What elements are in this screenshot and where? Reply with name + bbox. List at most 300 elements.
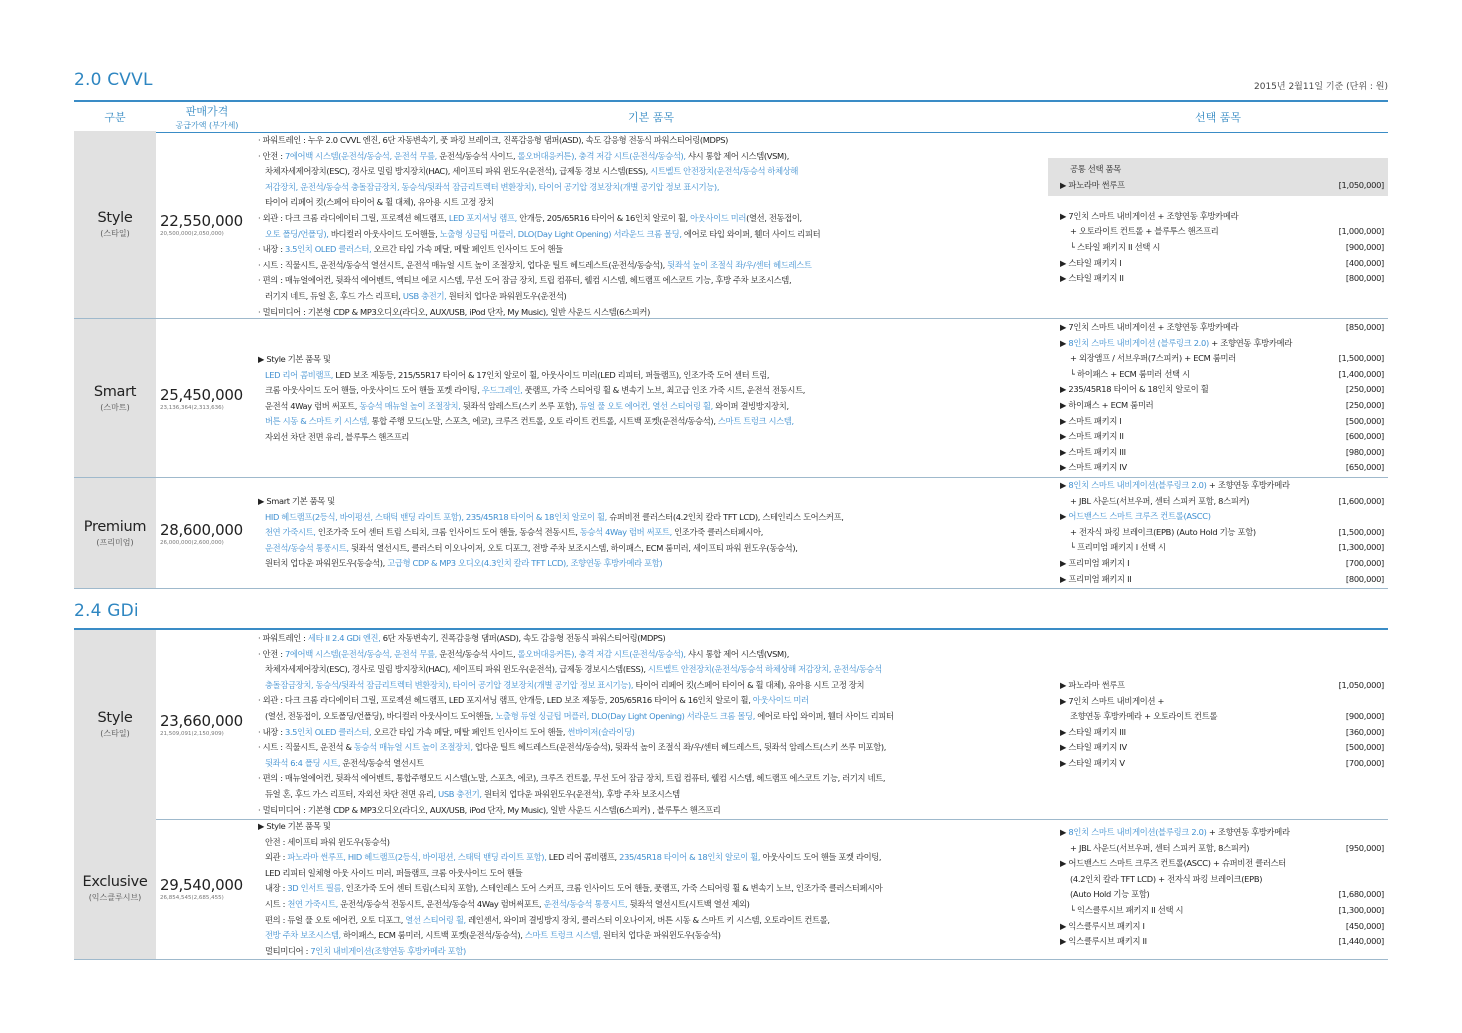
basic-item-text: 인조가죽 클러스터페시아, [671, 527, 764, 538]
basic-item-text: 6단 자동변속기, 진폭감응형 댐퍼(ASD), 속도 감응형 전동식 파워스티어링(MDPS) [380, 633, 666, 643]
option-item-text: + JBL 사운드(서브우퍼, 센터 스피커 포함, 8스피커) [1070, 495, 1250, 506]
option-item-text: ▶ 스타일 패키지 I [1060, 257, 1122, 268]
basic-item-line [258, 399, 1028, 415]
option-item-price: [1,050,000] [1338, 179, 1384, 190]
option-item-text: + 전자식 파킹 브레이크(EPB) (Auto Hold 기능 포함) [1070, 526, 1256, 537]
option-item-price: [1,440,000] [1338, 936, 1384, 947]
basic-item-highlight: 3.5인치 OLED 클러스터, [284, 726, 372, 737]
basic-item-text: 안전 : 세이프티 파워 윈도우(동승석) [265, 836, 390, 847]
basic-item-text: 레인센서, 와이퍼 결빙방지 장치, 클러스터 이오나이저, 버튼 시동 & 스마트 키 시스템, 오토라이트 컨트롤, [465, 914, 830, 925]
basic-item-text: 멀티미디어 : [265, 945, 311, 956]
option-item [1056, 382, 1388, 398]
grade-name: Style [97, 210, 133, 226]
basic-item-text: · 멀티미디어 : 기본형 CDP & MP3오디오(라디오, AUX/USB, iPod 단자, My Music), 일반 사운드 시스템(6스피커) , 블루투스 핸즈프리 [258, 804, 721, 815]
basic-item-highlight: 시트벨트 안전장치(운전석/동승석 하체상해 저감장치, 운전석/동승석 [647, 664, 882, 675]
basic-item-line [258, 944, 1028, 960]
option-item-text [1060, 336, 1292, 352]
option-item [1056, 271, 1388, 287]
option-item [1056, 709, 1388, 725]
option-item-text: ▶ 파노라마 썬루프 [1060, 680, 1125, 690]
basic-item-text: 뒷좌석 열선시트, 클러스터 이오나이저, 오토 디포그, 전방 주차 보조시스템, 하이패스, ECM 룸미러, 세이프티 파워 윈도우(동승석), [348, 542, 798, 553]
section-title-2-4-gdi: 2.4 GDi [74, 601, 139, 621]
option-item [1056, 903, 1388, 919]
basic-item-text: 내장 : [265, 883, 288, 894]
basic-item-text: · 파워트레인 : [258, 633, 308, 643]
basic-item-text: 크롬 아웃사이드 도어 핸들, 아웃사이드 도어 핸들 포켓 라이팅, [265, 385, 482, 396]
basic-item-text: · 내장 : [258, 726, 285, 737]
basic-item-text: · 편의 : 매뉴얼에어컨, 뒷좌석 에어벤트, 통합주행모드 시스템(노말, 스포츠, 에코), 크루즈 컨트롤, 무선 도어 잠금 장치, 트립 컴퓨터, 웰컴 시스템, 헤드램프 에스코트 기능, 러기지 네트, [258, 773, 886, 784]
basic-item-text: ▶ Style 기본 품목 및 [258, 354, 331, 364]
basic-item-highlight: LED 포지셔닝 램프, [448, 212, 517, 223]
basic-item-text: · 외관 : 다크 크롬 라디에이터 그릴, 프로젝션 헤드램프, [258, 212, 449, 223]
option-item-text: ▶ 7인치 스마트 내비게이션 + [1060, 695, 1165, 706]
basic-item-highlight: 동승석 매뉴얼 시트 높이 조절장치, [353, 742, 473, 753]
trim-row-premium [74, 478, 1388, 589]
basic-item-highlight: 노출형 싱글팁 머플러, DLO(Day Light Opening) 서라운드 크롬 몰딩, [439, 228, 682, 239]
option-item-text: + 오토라이트 컨트롤 + 블루투스 핸즈프리 [1070, 226, 1219, 237]
option-item-highlight: 8인치 스마트 내비게이션 (블루링크 2.0) [1068, 337, 1209, 348]
option-item [1056, 494, 1388, 510]
option-item-price: [800,000] [1345, 573, 1384, 584]
option-item-tail: + 조향연동 후방카메라 [1206, 827, 1290, 837]
option-arrow-icon: ▶ [1060, 480, 1069, 490]
option-item-price: [1,050,000] [1338, 680, 1384, 690]
basic-item-text: 안개등, 205/65R16 타이어 & 16인치 알로이 휠, [516, 212, 691, 223]
option-item-text: ▶ 7인치 스마트 내비게이션 + 조향연동 후방카메라 [1060, 322, 1239, 332]
option-item-text: ▶ 스타일 패키지 IV [1060, 742, 1127, 753]
basic-item-text: 인조가죽 도어 센터 트림(스티치 포함), 스테인레스 도어 스커프, 크롬 인사이드 도어 핸들, 풋램프, 가죽 스티어링 휠 & 변속기 노브, 인조가죽 클러스터페시아 [343, 883, 883, 894]
basic-item-line [258, 510, 1028, 526]
basic-item-highlight: 노출형 듀얼 싱글팁 머플러, DLO(Day Light Opening) 서라운드 크롬 몰딩, [495, 710, 755, 721]
option-item-price: [400,000] [1345, 257, 1384, 268]
basic-item-line [258, 556, 1028, 572]
option-item-price: [1,500,000] [1338, 526, 1384, 537]
option-arrow-icon: ▶ [1060, 337, 1069, 348]
option-items [1056, 678, 1388, 772]
basic-item-line [258, 195, 1028, 211]
basic-item-line [258, 881, 1028, 897]
price-cell [160, 630, 254, 819]
basic-item-text: 업다운 틸트 헤드레스트(운전석/동승석), 뒷좌석 높이 조절식 좌/우/센터 헤드레스트, 뒷좌석 암레스트(스키 쓰루 미포함), [472, 742, 887, 753]
price: 22,550,000 [160, 212, 243, 230]
option-items [1056, 825, 1388, 950]
basic-item-highlight: 시트벨트 안전장치(운전석/동승석 하체상해 [650, 166, 799, 177]
trim-row-style-gdi [74, 628, 1388, 820]
option-item [1056, 460, 1388, 476]
basic-item-text: 차체자세제어장치(ESC), 경사로 밀림 방지장치(HAC), 세이프티 파워 윈도우(운전석), 급제동 경보시스템(ESS), [265, 664, 648, 675]
option-item-text: ▶ 익스클루시브 패키지 I [1060, 920, 1145, 931]
basic-item-text: 외관 : [265, 852, 288, 863]
option-item-text [1060, 478, 1290, 494]
price-note: 21,509,091(2,150,909) [160, 731, 224, 737]
option-item [1056, 351, 1388, 367]
basic-item-text: (열선, 전동접이, [746, 212, 802, 223]
basic-item-highlight: 저감장치, 운전석/동승석 충돌잠금장치, 동승석/뒷좌석 잠금리트렉터 변환장치), 타이어 공기압 경보장치(개별 공기압 정보 표시기능), [265, 181, 720, 192]
basic-item-text: 원터치 업다운 파워윈도우(동승석) [600, 930, 721, 941]
basic-item-line [258, 913, 1028, 929]
option-item-price: [1,300,000] [1338, 904, 1384, 915]
basic-items [258, 352, 1028, 446]
option-item-tail: + 조향연동 후방카메라 [1208, 337, 1293, 348]
basic-item-line [258, 866, 1028, 882]
option-item-highlight: 8인치 스마트 내비게이션(블루링크 2.0) [1068, 827, 1207, 837]
basic-item-text: · 멀티미디어 : 기본형 CDP & MP3오디오(라디오, AUX/USB, iPod 단자, My Music), 일반 사운드 시스템(6스피커) [258, 306, 650, 317]
price-note: 26,854,545(2,685,455) [160, 895, 224, 901]
option-item-tail: + 조향연동 후방카메라 [1206, 480, 1290, 490]
option-item-price: [700,000] [1345, 557, 1384, 568]
basic-item-text: (열선, 전동접이, 오토폴딩/언폴딩), 바디컬러 아웃사이드 도어핸들, [265, 710, 496, 721]
basic-item-highlight: 운전석/동승석 통풍시트, [543, 898, 628, 909]
basic-item-highlight: 우드그레인, [481, 385, 523, 396]
grade-cell [74, 478, 156, 588]
header-price [160, 102, 254, 132]
option-item-text: (4.2인치 칼라 TFT LCD) + 전자식 파킹 브레이크(EPB) [1070, 873, 1263, 884]
basic-item-highlight: 7에어백 시스템(운전석/동승석, 운전석 무릎, [284, 150, 437, 161]
option-item-price: [1,300,000] [1338, 542, 1384, 553]
basic-item-text: 시트 : [265, 898, 288, 909]
basic-item-text: 아웃사이드 도어 핸들 포켓 라이팅, [760, 852, 882, 863]
basic-item-line [258, 756, 1028, 772]
basic-item-highlight: USB 충전기, [402, 290, 447, 301]
basic-items [258, 133, 1028, 320]
grade-name-kr: (스타일) [100, 729, 130, 738]
grade-name-kr: (스타일) [100, 229, 130, 238]
option-item-price: [800,000] [1345, 273, 1384, 284]
option-item [1056, 572, 1388, 588]
grade-name: Style [97, 710, 133, 726]
basic-item-text: 와이퍼 결빙방지장치, [712, 400, 789, 411]
option-item [1056, 525, 1388, 541]
option-item-text: ▶ 스마트 패키지 I [1060, 415, 1122, 426]
option-item-price: [850,000] [1345, 322, 1384, 332]
option-item-text: ▶ 어드밴스드 스마트 크루즈 컨트롤(ASCC) + 슈퍼비전 클러스터 [1060, 858, 1287, 869]
basic-item-text: LED 리어 콤비램프, [546, 852, 620, 863]
basic-item-line [258, 662, 1028, 678]
basic-item-text: 러기지 네트, 듀얼 혼, 후드 가스 리프터, [265, 290, 403, 301]
header-grade [74, 102, 156, 132]
grade-cell [74, 319, 156, 477]
price-note: 23,136,364(2,313,636) [160, 404, 224, 411]
option-item [1056, 556, 1388, 572]
basic-item-highlight: 천연 가죽시트, [287, 898, 338, 909]
basic-item-text: 오르간 타입 가속 페달, 메탈 페인트 인사이드 도어 핸들, [371, 726, 568, 737]
basic-item-text: 타이어 리페어 킷(스페어 타이어 & 휠 대체), 유아용 시트 고정 장치 [265, 197, 494, 208]
price-note: 20,500,000(2,050,000) [160, 231, 224, 237]
option-item-text: ▶ 235/45R18 타이어 & 18인치 알로이 휠 [1060, 384, 1209, 395]
option-item [1056, 240, 1388, 256]
option-item [1056, 740, 1388, 756]
option-item-price: [980,000] [1345, 446, 1384, 457]
basic-item-text: 운전석/동승석 사이드, [436, 648, 518, 659]
basic-item-line [258, 525, 1028, 541]
option-item-text: ▶ 파노라마 썬루프 [1060, 179, 1125, 190]
option-item-price: [650,000] [1345, 462, 1384, 473]
basic-item-line [258, 850, 1028, 866]
basic-item-text: 운전석 4Way 럼버 써포트, [265, 400, 360, 411]
option-item [1056, 178, 1388, 194]
price: 29,540,000 [160, 876, 243, 894]
option-item-text: ▶ 스타일 패키지 II [1060, 273, 1124, 284]
basic-item-text: 샤시 통합 제어 시스템(VSM), [685, 150, 789, 161]
option-item-price: [900,000] [1345, 711, 1384, 722]
basic-item-text: 하이패스, ECM 룸미러, 시트백 포켓(운전석/동승석), [340, 930, 525, 941]
basic-item-text: 타이어 리페어 킷(스페어 타이어 & 휠 대체), 유아용 시트 고정 장치 [633, 679, 865, 690]
option-item [1056, 209, 1388, 225]
grade-name: Premium [83, 518, 147, 535]
basic-item-highlight: 뒷좌석 6:4 폴딩 시트, [265, 757, 341, 768]
basic-item-text: 바디컬러 아웃사이드 도어핸들, [328, 228, 440, 239]
option-item-price: [1,400,000] [1338, 368, 1384, 379]
basic-item-highlight: 스마트 트렁크 시스템, [524, 930, 601, 941]
grade-cell [74, 630, 156, 819]
option-item-text: └ 프리미엄 패키지 I 선택 시 [1070, 542, 1166, 553]
basic-item-text: LED 리피터 일체형 아웃 사이드 미러, 퍼들램프, 크롬 아웃사이드 도어 핸들 [265, 867, 523, 878]
basic-item-highlight: 스마트 트렁크 시스템, [717, 416, 794, 427]
header-price-label: 판매가격 [185, 105, 229, 118]
basic-item-highlight: 충돌잠금장치, 동승석/뒷좌석 잠금리트렉터 변환장치), 타이어 공기압 경보장치(개별 공기압 정보 표시기능), [265, 679, 634, 690]
option-item [1056, 678, 1388, 694]
option-item-text: + JBL 사운드(서브우퍼, 센터 스피커 포함, 8스피커) [1070, 842, 1250, 853]
basic-item-highlight: USB 충전기, [438, 788, 482, 799]
basic-item-text: 샤시 통합 제어 시스템(VSM), [685, 648, 789, 659]
basic-item-text: · 외관 : 다크 크롬 라디에이터 그릴, 프로젝션 헤드램프, LED 포지셔닝 램프, 안개등, LED 보조 제동등, 205/65R16 타이어 & 16인치 알로이 휠, [258, 695, 753, 706]
option-item-text: ▶ 익스클루시브 패키지 II [1060, 936, 1147, 947]
option-item-text: ▶ 프리미엄 패키지 I [1060, 557, 1130, 568]
option-item [1056, 478, 1388, 494]
option-item-price: [1,600,000] [1338, 495, 1384, 506]
basic-item-line [258, 928, 1028, 944]
basic-item-line [258, 211, 1028, 227]
basic-items [258, 631, 1028, 818]
basic-item-line [258, 541, 1028, 557]
option-item-highlight: 어드밴스드 스마트 크루즈 컨트롤(ASCC) [1068, 511, 1211, 522]
basic-item-text: 슈퍼비전 클러스터(4.2인치 칼라 TFT LCD), 스테인리스 도어스커프, [606, 511, 844, 522]
option-item-price: [250,000] [1345, 399, 1384, 410]
grade-cell [74, 818, 156, 959]
basic-item-highlight: 동승석 매뉴얼 높이 조절장치, [359, 400, 461, 411]
option-item [1056, 887, 1388, 903]
basic-item-highlight: 천연 가죽시트, [265, 527, 316, 538]
basic-item-text: ▶ Style 기본 품목 및 [258, 821, 331, 831]
header-option-label: 선택 품목 [1194, 111, 1241, 124]
price: 25,450,000 [160, 385, 243, 404]
option-item-text: 조향연동 후방카메라 + 오토라이트 컨트롤 [1070, 711, 1218, 722]
basic-item-text: 차체자세제어장치(ESC), 경사로 밀림 방지장치(HAC), 세이프티 파워 윈도우(운전석), 급제동 경보 시스템(ESS), [265, 166, 651, 177]
option-item-text: (Auto Hold 기능 포함) [1070, 889, 1150, 900]
option-item-text: ▶ 스마트 패키지 II [1060, 431, 1124, 442]
option-items [1056, 162, 1388, 287]
grade-name-kr: (스마트) [100, 402, 130, 412]
option-item-price: [250,000] [1345, 384, 1384, 395]
option-item-text: ▶ 스마트 패키지 III [1060, 446, 1126, 457]
basic-item-text: · 시트 : 직물시트, 운전석 & [258, 742, 354, 753]
basic-item-text: 풋램프, 가죽 스티어링 휠 & 변속기 노브, 최고급 인조 가죽 시트, 운전석 전동시트, [522, 385, 806, 396]
grade-name: Smart [93, 383, 137, 400]
basic-item-highlight: 버튼 시동 & 스마트 키 시스템, [265, 416, 370, 427]
basic-item-text: 원터치 업다운 파워윈도우(동승석), [265, 558, 388, 569]
option-item [1056, 224, 1388, 240]
option-item-price: [700,000] [1345, 757, 1384, 768]
basic-item-highlight: 운전석/동승석 통풍시트, [265, 542, 349, 553]
basic-item-text: 운전석/동승석 사이드, [436, 150, 518, 161]
basic-item-line [258, 273, 1028, 289]
option-item [1056, 320, 1388, 336]
option-item [1056, 825, 1388, 841]
basic-item-text: ▶ Smart 기본 품목 및 [258, 496, 335, 506]
basic-item-highlight: 썬바이저(슬라이딩) [567, 726, 635, 737]
option-item [1056, 919, 1388, 935]
option-item-text: ▶ 7인치 스마트 내비게이션 + 조향연동 후방카메라 [1060, 210, 1239, 221]
option-item-price: [1,000,000] [1338, 226, 1384, 237]
option-item [1056, 367, 1388, 383]
header-basic [258, 102, 1044, 132]
basic-item-line [258, 289, 1028, 305]
basic-item-text: 원터치 업다운 파워윈도우(운전석) [446, 290, 567, 301]
basic-item-text: LED 보조 제동등, 215/55R17 타이어 & 17인치 알로이 휠, 아웃사이드 미러(LED 리피터, 퍼들램프), 인조가죽 도어 센터 트림, [333, 369, 770, 380]
option-item-highlight: 8인치 스마트 내비게이션(블루링크 2.0) [1068, 480, 1207, 490]
basic-item-text: 에어로 타입 와이퍼, 휀더 사이드 리피터 [681, 228, 821, 239]
basic-item-text: 통합 주행 모드(노말, 스포츠, 에코), 크루즈 컨트롤, 오토 라이트 컨트롤, 시트백 포켓(운전석/동승석), [369, 416, 718, 427]
option-item [1056, 540, 1388, 556]
basic-item-highlight: 아웃사이드 미러 [752, 695, 809, 706]
price-cell [160, 131, 254, 318]
option-item [1056, 193, 1388, 209]
basic-item-highlight: 롤오버대응커튼), 충격 저감 시트(운전석/동승석), [517, 150, 686, 161]
basic-item-text: · 안전 : [258, 648, 285, 659]
price-cell [160, 818, 254, 959]
basic-item-line [258, 803, 1028, 819]
basic-item-highlight: 롤오버대응커튼), 충격 저감 시트(운전석/동승석), [517, 648, 686, 659]
option-item-text: ▶ 스타일 패키지 V [1060, 757, 1125, 768]
basic-item-highlight: 고급형 CDP & MP3 오디오(4.3인치 칼라 TFT LCD), 조향연동 후방카메라 포함) [387, 558, 663, 569]
price-note: 26,000,000(2,600,000) [160, 539, 224, 546]
basic-item-line [258, 414, 1028, 430]
option-item-price: [600,000] [1345, 431, 1384, 442]
option-item-price: [360,000] [1345, 726, 1384, 737]
basic-item-text: 인조가죽 도어 센터 트림 스티치, 크롬 인사이드 도어 핸들, 동승석 전동시트, [315, 527, 580, 538]
basic-item-text: 자외선 차단 전면 유리, 블루투스 핸즈프리 [265, 431, 410, 442]
basic-item-highlight: 오토 폴딩/언폴딩), [265, 228, 329, 239]
basic-item-line [258, 494, 1028, 510]
basic-item-highlight: HID 헤드램프(2등식, 바이펑션, 스태틱 밴딩 라이트 포함), 235/45R18 타이어 & 18인치 알로이 휠, [265, 511, 607, 522]
basic-item-line [258, 352, 1028, 368]
basic-item-highlight: 열선 스티어링 휠, [405, 914, 466, 925]
option-item [1056, 398, 1388, 414]
option-item-price: [500,000] [1345, 742, 1384, 753]
basic-item-line [258, 149, 1028, 165]
basic-item-text: · 내장 : [258, 244, 285, 255]
basic-item-line [258, 819, 1028, 835]
option-item [1056, 725, 1388, 741]
basic-item-line [258, 383, 1028, 399]
option-item [1056, 429, 1388, 445]
option-item [1056, 336, 1388, 352]
header-basic-label: 기본 품목 [627, 111, 674, 124]
price-cell [160, 478, 254, 588]
basic-item-highlight: LED 리어 콤비램프, [265, 369, 334, 380]
option-arrow-icon: ▶ [1060, 511, 1069, 522]
basic-item-highlight: 세타 II 2.4 GDi 엔진, [307, 633, 381, 643]
option-item [1056, 256, 1388, 272]
basic-item-text: 편의 : 듀얼 풀 오토 에어컨, 오토 디포그, [265, 914, 406, 925]
basic-item-text: · 편의 : 매뉴얼에어컨, 뒷좌석 에어벤트, 엑티브 에코 시스템, 무선 도어 잠금 장치, 트립 컴퓨터, 웰컴 시스템, 헤드램프 에스코트 기능, 후방 주차 보조시스템, [258, 275, 792, 286]
option-item [1056, 841, 1388, 857]
basic-item-line [258, 740, 1028, 756]
basic-item-line [258, 787, 1028, 803]
basic-item-text: 뒷좌석 암레스트(스키 쓰루 포함), [460, 400, 580, 411]
basic-item-line [258, 631, 1028, 647]
option-item [1056, 414, 1388, 430]
trim-row-exclusive [74, 818, 1388, 960]
option-item-text: + 외장앰프 / 서브우퍼(7스피커) + ECM 룸미러 [1070, 353, 1236, 364]
header-grade-label: 구분 [104, 111, 126, 124]
basic-item-line [258, 164, 1028, 180]
option-item-text: └ 스타일 패키지 II 선택 시 [1070, 241, 1161, 252]
option-item-price: [450,000] [1345, 920, 1384, 931]
option-item-text: └ 하이패스 + ECM 룸미러 선택 시 [1070, 368, 1190, 379]
option-item-text: 공통 선택 품목 [1070, 164, 1121, 174]
header-price-sublabel: 공급가액 (부가세) [175, 121, 239, 130]
grade-name-kr: (프리미엄) [96, 537, 134, 547]
option-item [1056, 756, 1388, 772]
option-item-text: ▶ 스타일 패키지 III [1060, 726, 1126, 737]
option-item-text: ▶ 하이패스 + ECM 룸미러 [1060, 399, 1154, 410]
option-item [1056, 872, 1388, 888]
option-item [1056, 856, 1388, 872]
basic-item-line [258, 725, 1028, 741]
basic-item-highlight: 235/45R18 타이어 & 18인치 알로이 휠, [619, 852, 761, 863]
grade-cell [74, 131, 156, 318]
basic-item-highlight: 파노라마 썬루프, HID 헤드램프(2등식, 바이펑션, 스태틱 밴딩 라이트 포함), [287, 852, 547, 863]
trim-row-smart [74, 319, 1388, 478]
date-note: 2015년 2월11일 기준 (단위 : 원) [1254, 82, 1388, 92]
basic-item-line [258, 305, 1028, 321]
trim-row-style-cvvl [74, 131, 1388, 319]
option-item-text: ▶ 프리미엄 패키지 II [1060, 573, 1132, 584]
basic-item-line [258, 678, 1028, 694]
basic-item-line [258, 647, 1028, 663]
option-item-text: └ 익스클루시브 패키지 II 선택 시 [1070, 904, 1184, 915]
option-item-price: [1,500,000] [1338, 353, 1384, 364]
basic-item-line [258, 133, 1028, 149]
basic-item-text: 운전석/동승석 전동시트, 운전석/동승석 4Way 럼버써포트, [337, 898, 544, 909]
basic-item-line [258, 693, 1028, 709]
basic-item-line [258, 180, 1028, 196]
basic-item-text: 운전석/동승석 열선시트 [340, 757, 424, 768]
option-item-price: [950,000] [1345, 842, 1384, 853]
basic-item-highlight: 7에어백 시스템(운전석/동승석, 운전석 무릎, [284, 648, 437, 659]
option-item [1056, 162, 1388, 178]
grade-name-kr: (익스클루시브) [88, 893, 142, 902]
option-item [1056, 694, 1388, 710]
basic-item-line [258, 368, 1028, 384]
option-item-price: [1,680,000] [1338, 889, 1384, 900]
header-option [1048, 102, 1388, 132]
grade-name: Exclusive [82, 874, 148, 890]
basic-item-highlight: 3.5인치 OLED 클러스터, [284, 244, 372, 255]
price: 28,600,000 [160, 520, 243, 539]
basic-item-line [258, 709, 1028, 725]
basic-item-text: 듀얼 혼, 후드 가스 리프터, 자외선 차단 전면 유리, [265, 788, 439, 799]
option-item-text [1060, 825, 1290, 841]
basic-items [258, 494, 1028, 572]
basic-item-text: · 시트 : 직물시트, 운전석/동승석 열선시트, 운전석 매뉴얼 시트 높이 조절장치, 업다운 틸트 헤드레스트(운전석/동승석), [258, 259, 668, 270]
basic-item-highlight: 듀얼 풀 오토 에어컨, 열선 스티어링 휠, [579, 400, 713, 411]
section-title-2-0-cvvl: 2.0 CVVL [74, 70, 153, 90]
basic-item-highlight: 아웃사이드 미러 [690, 212, 747, 223]
option-item [1056, 934, 1388, 950]
basic-item-text: · 파워트레인 : 누우 2.0 CVVL 엔진, 6단 자동변속기, 풋 파킹 브레이크, 진폭감응형 댐퍼(ASD), 속도 감응형 전동식 파워스티어링(MDPS) [258, 135, 729, 145]
